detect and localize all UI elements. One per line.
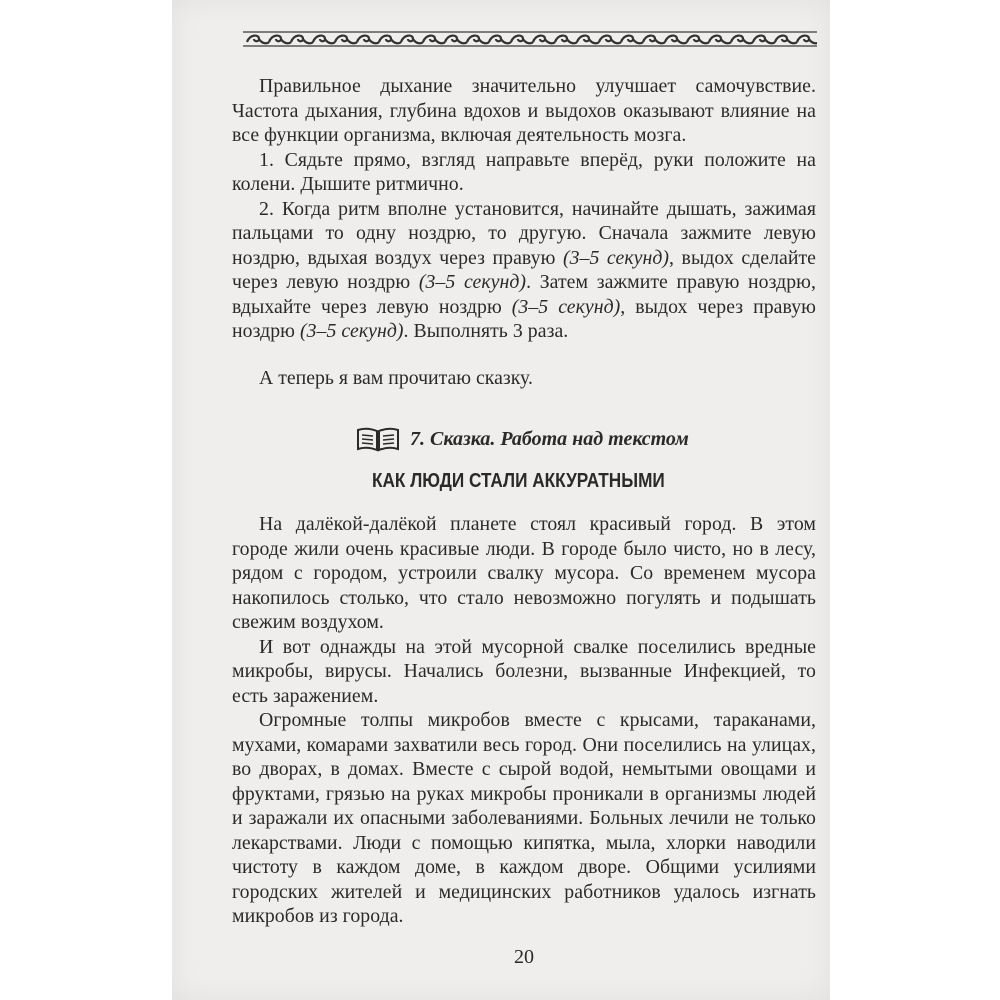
open-book-icon [356,426,400,452]
wave-pattern [247,36,817,44]
text-run: . Выполнять 3 раза. [403,320,569,342]
intro-paragraph [232,148,816,197]
duration-note: (3–5 секунд) [562,246,670,269]
text-run: Правильное дыхание значительно улучшает самочувствие. Частота дыхания, глубина вдохов и выдохов оказывают влияние на все функции организма, включая деятельность мозга. [232,75,816,146]
transition-line: А теперь я вам прочитаю сказку. [259,367,533,389]
text-run: 1. Сядьте прямо, взгляд направьте вперёд, руки положите на колени. Дышите ритмично. [232,148,816,195]
story-paragraph: Огромные толпы микробов вместе с крысами, тараканами, мухами, комарами захватили весь город. Они поселились на улицах, во дворах, в домах. Вместе с сырой водой, немытыми овощами и фруктами, грязью на руках микробы проникали в организмы людей и заражали их опасными заболеваниями. Больных лечили не только лекарствами. Люди с помощью кипятка, мыла, хлорки наводили чистоту в каждом доме, в каждом дворе. Общими усилиями городских жителей и медицинских работников удалось изгнать микробов из города. [232,709,816,927]
intro-paragraph [232,74,816,148]
text-run: , выдох сделайте через левую ноздрю [232,246,817,293]
intro-paragraph [232,197,816,344]
text-run: , выдох через правую ноздрю [232,295,816,342]
story-paragraph: На далёкой-далёкой планете стоял красивый город. В этом городе жили очень красивые люди. В городе было чисто, но в лесу, рядом с городом, устроили свалку мусора. Со временем мусора накопилось столько, что стало невозможно погулять и подышать свежим воздухом. [232,513,816,633]
page-number: 20 [514,946,534,968]
intro-text [232,74,816,344]
duration-note: (3–5 секунд) [299,320,404,342]
duration-note: (3–5 секунд) [511,295,621,318]
section-heading-text: 7. Сказка. Работа над текстом [410,427,689,450]
text-run: 2. Когда ритм вполне установится, начинайте дышать, зажимая пальцами то одну ноздрю, то другую. Сначала зажмите левую ноздрю, вдыхая воздух через правую [232,197,816,269]
story-text [232,512,816,929]
story-title: КАК ЛЮДИ СТАЛИ АККУРАТНЫМИ [372,470,665,492]
wave-ornament-header [243,30,817,48]
section-heading [356,424,689,454]
story-paragraph: И вот однажды на этой мусорной свалке поселились вредные микробы, вирусы. Начались болезни, вызванные Инфекцией, то есть заражением. [232,635,816,707]
duration-note: (3–5 секунд) [418,271,527,293]
text-run: . Затем зажмите правую ноздрю, вдыхайте через левую ноздрю [232,271,817,318]
